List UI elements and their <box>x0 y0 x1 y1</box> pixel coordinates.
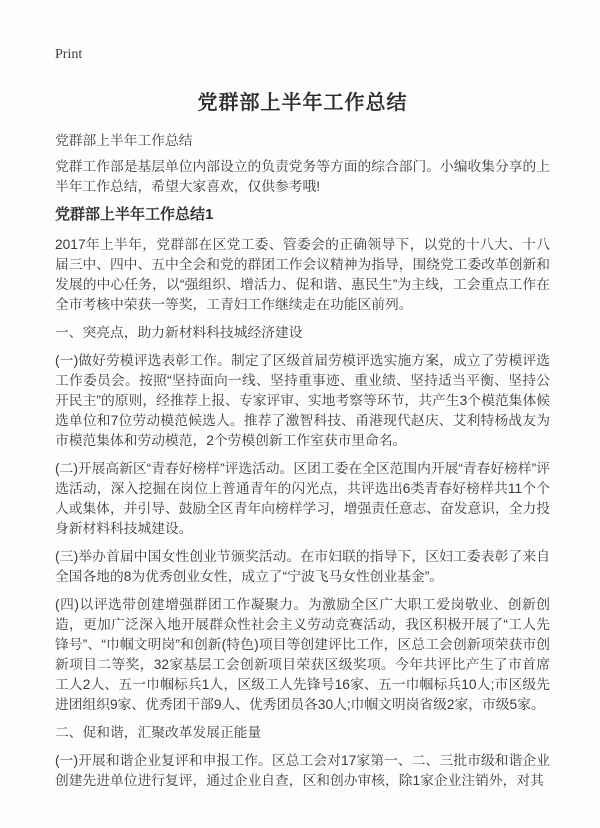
section-1-paragraph-2: (二)开展高新区“青春好榜样”评选活动。区团工委在全区范围内开展“青春好榜样”评选活动，深入挖掘在岗位上普通青年的闪光点，共评选出6类青春好榜样共11个个人或集体，并引导、鼓励全区青年向榜样学习，增强责任意志、奋发意识，全力投身新材料科技城建设。 <box>55 461 551 536</box>
lead-paragraph: 2017年上半年，党群部在区党工委、管委会的正确领导下，以党的十八大、十八届三中、四中、五中全会和党的群团工作会议精神为指导，围绕党工委改革创新和发展的中心任务，以“强组织、增活力、促和谐、惠民生”为主线，工会重点工作在全市考核中荣获一等奖，工青妇工作继续走在功能区前列。 <box>55 237 551 312</box>
section-1-paragraph-3: (三)举办首届中国女性创业节颁奖活动。在市妇联的指导下，区妇工委表彰了来自全国各地的8为优秀创业女性，成立了“宁波飞马女性创业基金”。 <box>55 549 550 584</box>
section-1-heading: 一、突亮点，助力新材料科技城经济建设 <box>55 325 303 340</box>
section-2-paragraph-1: (一)开展和谐企业复评和申报工作。区总工会对17家第一、二、三批市级和谐企业创建先进单位进行复评，通过企业自查，区和创办审核，除1家企业注销外，对其 <box>55 753 550 788</box>
section-1-paragraph-1: (一)做好劳模评选表彰工作。制定了区级首届劳模评选实施方案，成立了劳模评选工作委员会。按照“坚持面向一线、坚持重事迹、重业绩、坚持适当平衡、坚持公开民主”的原则，经推荐上报、专家评审、实地考察等环节，共产生3个模范集体候选单位和7位劳动模范候选人。推荐了激智科技、甬港现代赵庆、艾利特杨战友为市模范集体和劳动模范，2个劳模创新工作室获市里命名。 <box>55 353 550 448</box>
print-button[interactable]: Print <box>55 47 83 62</box>
summary-1-heading: 党群部上半年工作总结1 <box>55 206 214 223</box>
intro-paragraph: 党群工作部是基层单位内部设立的负责党务等方面的综合部门。小编收集分享的上半年工作总结，希望大家喜欢，仅供参考哦! <box>55 159 551 194</box>
section-1-paragraph-4: (四)以评选带创建增强群团工作凝聚力。为激励全区广大职工爱岗敬业、创新创造，更加广泛深入地开展群众性社会主义劳动竞赛活动，我区积极开展了“工人先锋号”、“巾帼文明岗”和创新(特色)项目等创建评比工作，区总工会创新项荣获市创新项目二等奖，32家基层工会创新项目荣获区级奖项。今年共评比产生了市首席工人2人、五一巾帼标兵1人，区级工人先锋号16家、五一巾帼标兵10人;市区级先进团组织9家、优秀团干部9人、优秀团员各30人;巾帼文明岗省级2家，市级5家。 <box>55 597 550 712</box>
section-2-heading: 二、促和谐，汇聚改革发展正能量 <box>55 725 262 740</box>
page-title: 党群部上半年工作总结 <box>197 92 408 114</box>
article-subtitle: 党群部上半年工作总结 <box>55 133 193 148</box>
